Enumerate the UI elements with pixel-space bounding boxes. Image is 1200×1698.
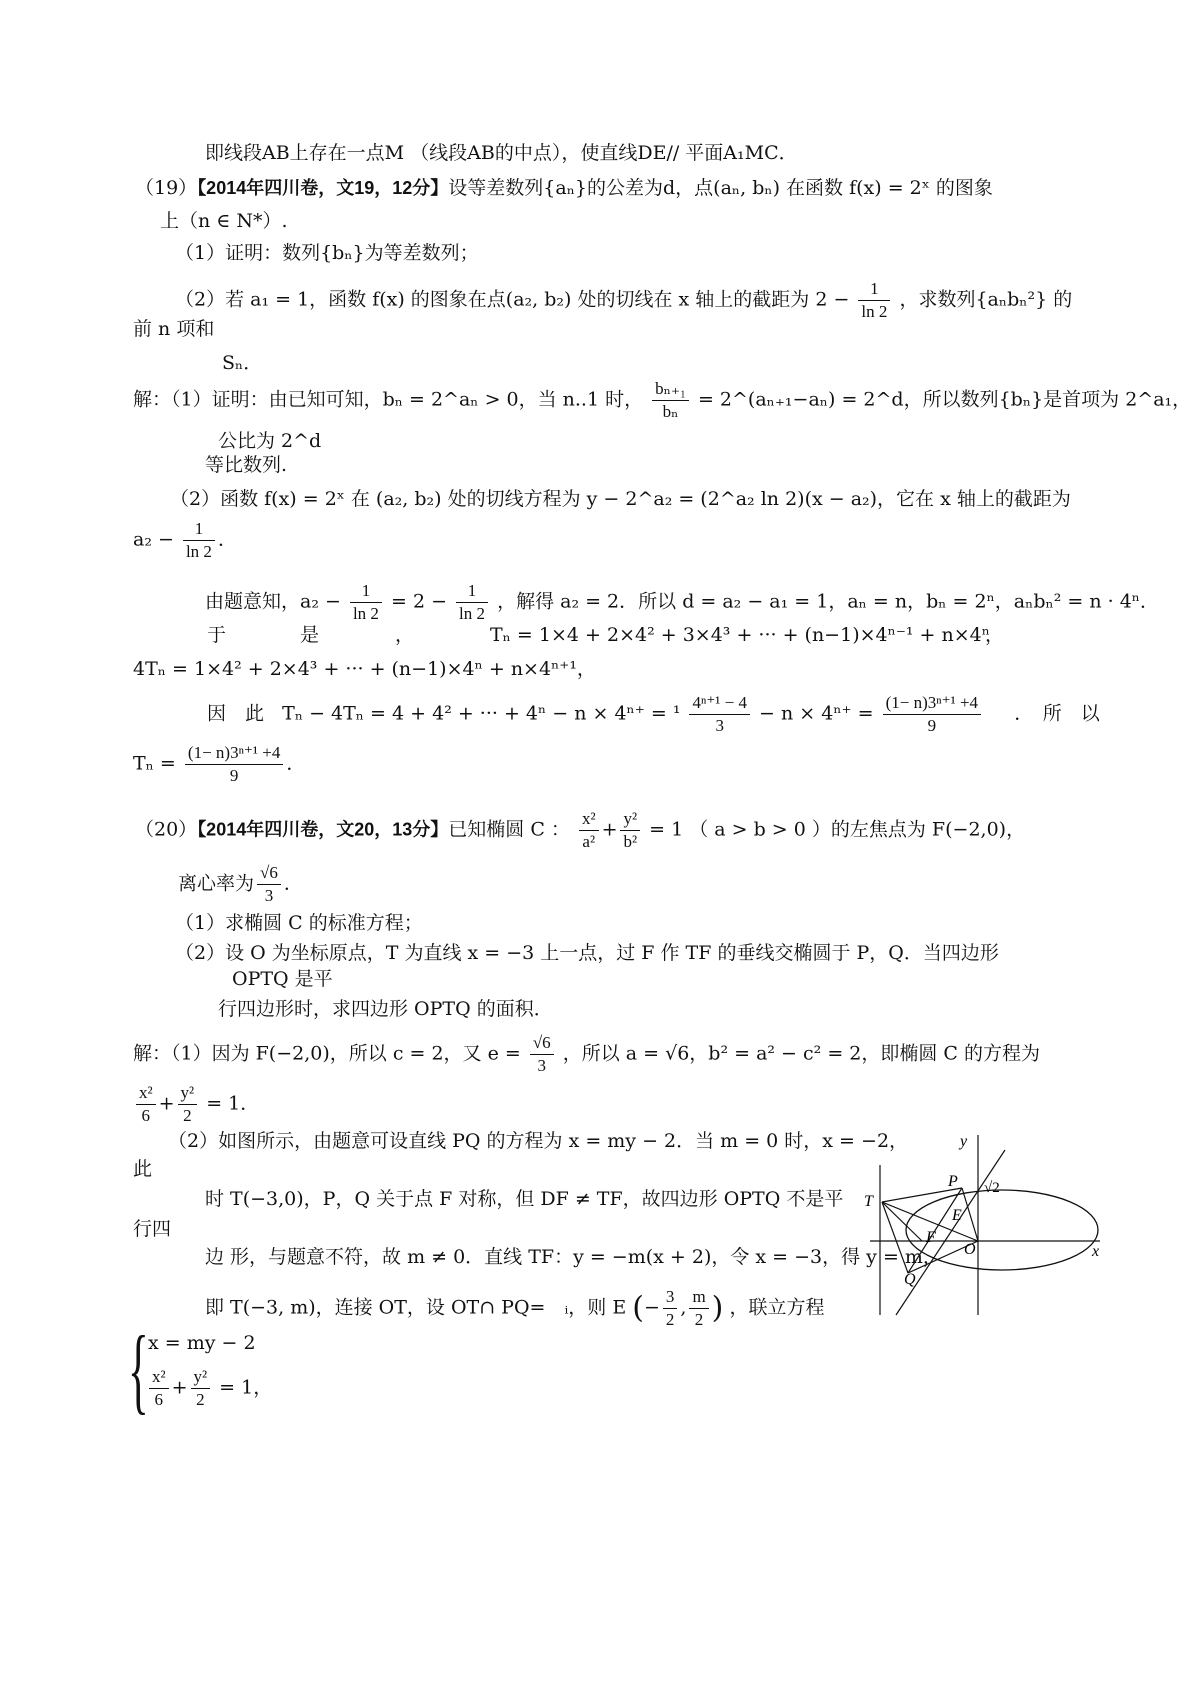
denominator: ln 2 [185,542,212,561]
fraction [350,580,382,625]
fraction [652,378,689,423]
text-span: = ¹ [650,702,681,725]
text-span: 解：（1）证明：由已知可知，bₙ = 2^aₙ > 0，当 n..1 时， [133,388,644,411]
text-span: ，解得 a₂ = 2．所以 d = a₂ − a₁ = 1，aₙ = n，bₙ = 2ⁿ，aₙbₙ² = n · 4ⁿ． [497,590,1160,613]
text-line: 等比数列. [205,454,288,476]
text-line: Tₙ = 1×4 + 2×4² + 3×4³ + ··· + (n−1)×4ⁿ⁻¹ + n×4ⁿ [490,624,990,646]
fraction [136,1082,156,1127]
text-span: 解：（1）因为 F(−2,0)，所以 c = 2，又 e = [133,1042,521,1065]
denominator: 3 [715,716,724,735]
text-line [175,278,1072,323]
fraction [530,1032,554,1077]
text-line: 前 n 项和 [133,318,215,340]
segment-TQ [882,1202,908,1273]
plus-sign: + [601,818,618,841]
question-source: 【2014年四川卷，文19，12分】 [197,178,449,198]
numerator: 1 [183,518,215,541]
text-line: Sₙ． [222,352,263,374]
text-span: ，联立方程 [729,1296,825,1319]
label-Q: Q [904,1271,916,1288]
numerator: x² [149,1366,169,1389]
ellipse-diagram [860,1130,1120,1330]
fraction [257,862,281,907]
denominator: 9 [927,716,937,735]
text-span: Tₙ − 4Tₙ = 4 + 4² + ··· + 4ⁿ − n × 4ⁿ⁺ [282,702,645,725]
text-span: = 1． [206,1092,260,1115]
text-line: OPTQ 是平 [232,968,333,990]
text-line: 公比为 2^d [218,430,322,452]
text-span: ，所以 a = √6，b² = a² − c² = 2，即椭圆 C 的方程为 [562,1042,1040,1065]
segment-TF [882,1202,922,1241]
text-span: ，求数列{aₙbₙ²} 的 [899,288,1073,311]
segment-PO [962,1188,978,1241]
text-line [205,580,1159,625]
y-axis-label: y [960,1133,968,1150]
text-line: （2）函数 f(x) = 2ˣ 在 (a₂, b₂) 处的切线方程为 y − 2^a₂ = (2^a₂ ln 2)(x − a₂)，它在 x 轴上的截距为 [170,488,1071,510]
plus-sign: + [158,1092,175,1115]
numerator: x² [136,1082,156,1105]
numerator: y² [178,1082,198,1105]
numerator: x² [579,808,599,831]
text-line: 边 形，与题意不符，故 m ≠ 0．直线 TF：y = −m(x + 2)，令 x = −3，得 y = m， [205,1246,942,1268]
question-19-heading [135,175,993,201]
fraction [663,1286,678,1331]
question-20-heading [135,808,1025,853]
text-span: = [857,702,874,725]
denominator: bₙ [662,402,679,421]
numerator: 1 [456,580,488,603]
plus-sign: + [171,1376,188,1399]
numerator: √6 [257,862,281,885]
text-line: ， [985,624,1005,646]
text-line: （2）设 O 为坐标原点，T 为直线 x = −3 上一点，过 F 作 TF 的垂线交椭圆于 P，Q．当四边形 [175,942,999,964]
denominator: 9 [229,766,239,785]
fraction [689,692,750,737]
text-line: 即线段AB上存在一点M （线段AB的中点），使直线DE// 平面A₁MC． [205,142,798,164]
numerator: y² [620,808,640,831]
question-number: （20） [135,818,198,841]
text-span: 即 T(−3, m)，连接 OT，设 OT∩ PQ= ᵢ，则 E [205,1296,627,1319]
text-line: 时 T(−3,0)，P，Q 关于点 F 对称，但 DF ≠ TF，故四边形 OPTQ 不是平 [205,1188,844,1210]
numerator: (1− n)3ⁿ⁺¹ +4 [883,692,981,715]
text-line: （1）证明：数列{bₙ}为等差数列； [175,242,479,264]
numerator: 1 [858,278,890,301]
denominator: 2 [694,1310,704,1329]
x-axis-label: x [1092,1243,1100,1260]
denominator: 3 [537,1056,547,1075]
segment-TP [882,1188,962,1202]
denominator: a² [582,832,596,851]
text-span: = 1 （ a > b > 0 ）的左焦点为 F(−2,0)， [649,818,1026,841]
fraction [689,1286,708,1331]
fraction [185,742,283,787]
label-P: P [948,1173,958,1190]
text-line [133,378,1191,423]
numerator: m [689,1286,708,1309]
numerator: √6 [530,1032,554,1055]
text-span: = 2^(aₙ₊₁−aₙ) = 2^d，所以数列{bₙ}是首项为 2^a₁， [697,388,1192,411]
text-span: ， [253,1376,273,1399]
denominator: 6 [154,1390,164,1409]
text-line: 4Tₙ = 1×4² + 2×4³ + ··· + (n−1)×4ⁿ + n×4ⁿ⁺¹， [133,658,596,680]
label-sqrt2: √2 [984,1180,1000,1196]
text-line: 行四边形时，求四边形 OPTQ 的面积． [218,998,553,1020]
label-F: F [926,1229,936,1246]
text-span: Tₙ = [133,752,176,775]
denominator: ln 2 [352,604,379,623]
text-span: 因 此 [207,702,265,725]
text-span: − n × 4ⁿ⁺ [759,702,852,725]
text-line: 此 [133,1158,153,1180]
text-line: 于 [207,624,227,646]
text-span: 由题意知，a₂ − [205,590,341,613]
question-number: （19） [135,177,198,199]
text-line [207,692,1100,737]
equation-line: $\frac{\text{x²}}{6}$ + $\frac{\text{y²}}{2}$ = 1， [146,1366,272,1411]
text-line: 上（n ∈ N*）. [160,210,288,232]
numerator: bₙ₊₁ [652,378,689,401]
numerator: 4ⁿ⁺¹ − 4 [689,692,750,715]
denominator: 2 [665,1310,675,1329]
question-text: 已知椭圆 C ： [448,818,570,841]
fraction [579,808,599,853]
text-line: Tₙ = $\frac{\text{(1− n)3ⁿ⁺¹ +4}}{9}$ ． [133,743,306,785]
text-line: （2）如图所示，由题意可设直线 PQ 的方程为 x = my − 2．当 m = 0 时，x = −2， [168,1130,909,1152]
numerator: y² [191,1366,211,1389]
question-source: 【2014年四川卷，文20，13分】 [197,819,449,840]
text-span: （2）若 a₁ = 1，函数 f(x) 的图象在点(a₂, b₂) 处的切线在 x 轴上的截距为 2 − [175,288,850,311]
text-span: ． 所 以 [1014,702,1100,725]
label-E: E [952,1207,962,1224]
numerator: 3 [663,1286,678,1309]
fraction [620,808,640,853]
text-line: 是 [300,624,320,646]
text-line: 行四 [133,1218,172,1240]
denominator: 6 [141,1106,151,1125]
denominator: ln 2 [459,604,486,623]
denominator: b² [623,832,638,851]
text-line: 离心率为 $\frac{√6}{3}$ ． [178,863,303,905]
text-span: 离心率为 [178,872,255,895]
question-text: 设等差数列{aₙ}的公差为d，点(aₙ, bₙ) 在函数 f(x) = 2ˣ 的图象 [448,177,993,199]
denominator: 2 [196,1390,205,1409]
label-T: T [864,1193,873,1210]
denominator: 2 [183,1106,192,1125]
text-line [133,1032,1040,1077]
label-O: O [964,1241,976,1258]
fraction [183,518,215,563]
text-line: 即 T(−3, m)，连接 OT，设 OT∩ PQ= ᵢ，则 E (− $\frac{3}{2}$ , $\frac{m}{2}$ ) ，联立方程 [205,1287,825,1329]
text-line: （1）求椭圆 C 的标准方程； [175,912,423,934]
denominator: 3 [264,886,274,905]
fraction [178,1082,198,1127]
fraction [858,278,890,323]
denominator: ln 2 [861,302,888,321]
text-line: a₂ − $\frac{1}{\ln 2}$ ． [133,519,237,561]
text-line: ， [395,624,415,646]
numerator: (1− n)3ⁿ⁺¹ +4 [185,742,283,765]
fraction [149,1366,169,1411]
left-brace: { [128,1316,149,1423]
text-line [133,1082,259,1127]
text-span: = 2 − [390,590,447,613]
fraction [191,1366,211,1411]
equation-line: x = my − 2 [148,1332,256,1354]
text-span: a₂ − [133,528,174,551]
fraction [456,580,488,625]
numerator: 1 [350,580,382,603]
fraction [883,692,981,737]
